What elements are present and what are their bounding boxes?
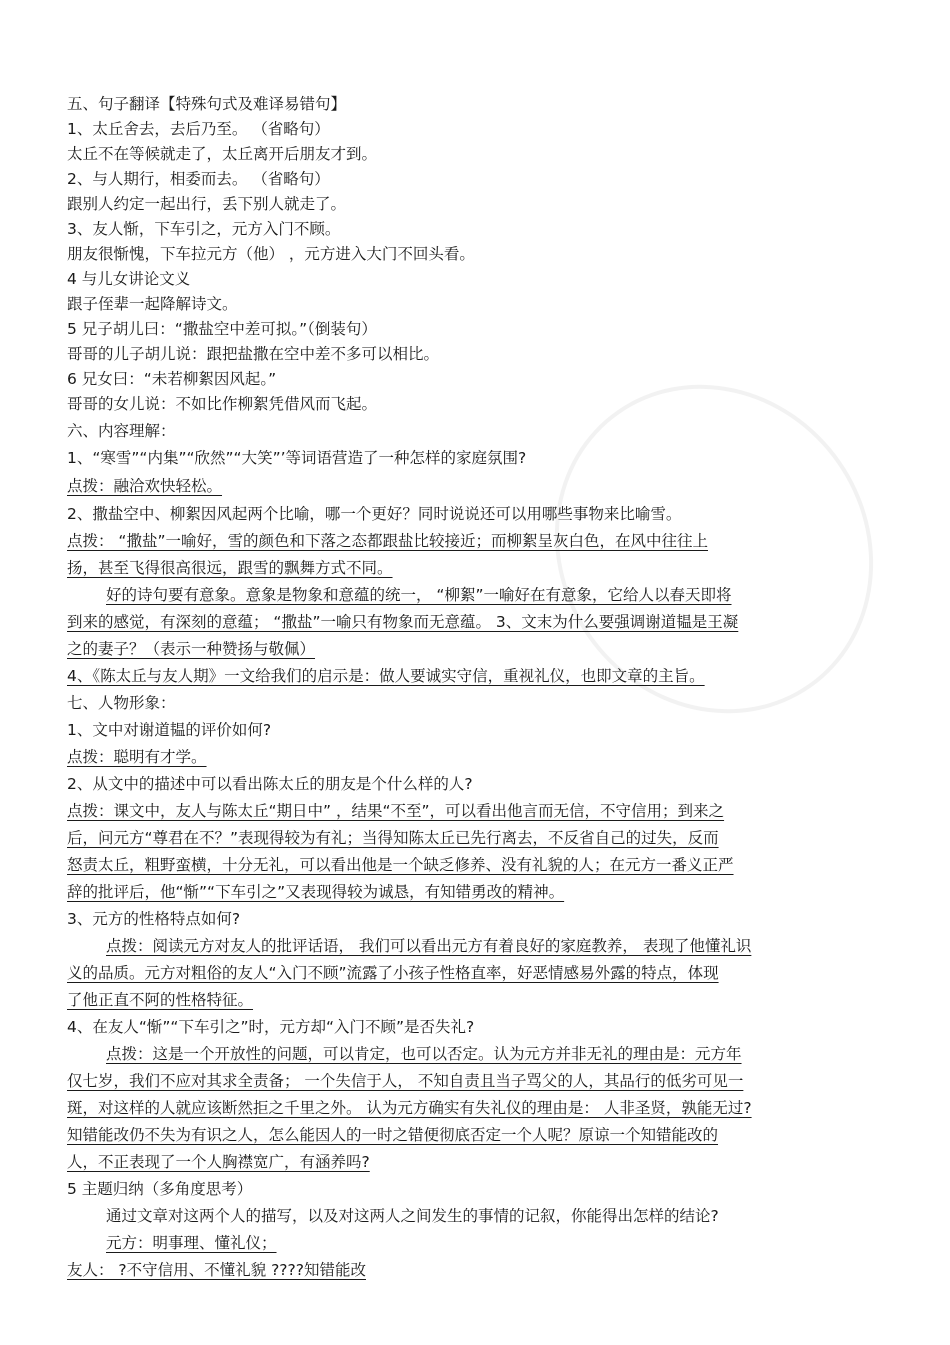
text-line: 2、撒盐空中、柳絮因风起两个比喻，哪一个更好？同时说说还可以用哪些事物来比喻雪。: [67, 505, 682, 523]
answer-line: 点拨： “撒盐”一喻好，雪的颜色和下落之态都跟盐比较接近；而柳絮呈灰白色，在风中往往上: [67, 532, 708, 550]
answer-line: 知错能改仍不失为有识之人，怎么能因人的一时之错便彻底否定一个人呢？原谅一个知错能改的: [67, 1126, 719, 1144]
answer-line: 点拨：阅读元方对友人的批评话语， 我们可以看出元方有着良好的家庭教养， 表现了他懂礼识: [106, 937, 752, 955]
text-line: 太丘不在等候就走了，太丘离开后朋友才到。: [67, 145, 378, 163]
answer-line: 元方：明事理、懂礼仪；: [106, 1234, 277, 1252]
text-line: 跟别人约定一起出行，丢下别人就走了。: [67, 195, 347, 213]
answer-line: 后，问元方“尊君在不？”表现得较为有礼；当得知陈太丘已先行离去，不反省自己的过失，反而: [67, 829, 719, 847]
answer-line: 点拨：聪明有才学。: [67, 748, 207, 766]
text-line: 3、元方的性格特点如何?: [67, 910, 241, 928]
text-line: 哥哥的儿子胡儿说：跟把盐撒在空中差不多可以相比。: [67, 345, 440, 363]
answer-line: 4、《陈太丘与友人期》一文给我们的启示是：做人要诚实守信，重视礼仪，也即文章的主旨。: [67, 667, 705, 685]
text-line: 跟子侄辈一起降解诗文。: [67, 295, 238, 313]
answer-line: 斑，对这样的人就应该断然拒之千里之外。 认为元方确实有失礼仪的理由是： 人非圣贤，孰能无过?: [67, 1099, 752, 1117]
answer-line: 仅七岁，我们不应对其求全责备； 一个失信于人， 不知自责且当子骂父的人，其品行的低劣可见一: [67, 1072, 744, 1090]
answer-line: 义的品质。元方对粗俗的友人“入门不顾”流露了小孩子性格直率，好恶情感易外露的特点，体现: [67, 964, 719, 982]
text-line: 1、太丘舍去，去后乃至。 （省略句）: [67, 120, 330, 138]
answer-line: 好的诗句要有意象。意象是物象和意蕴的统一， “柳絮”一喻好在有意象，它给人以春天即将: [106, 586, 732, 604]
text-line: 3、友人惭，下车引之，元方入门不顾。: [67, 220, 341, 238]
text-line: 4 与儿女讲论文义: [67, 270, 191, 288]
section-heading-characters: 七、人物形象：: [67, 694, 176, 712]
answer-line: 点拨：这是一个开放性的问题，可以肯定，也可以否定。认为元方并非无礼的理由是：元方年: [106, 1045, 742, 1063]
text-line: 6 兄女曰：“未若柳絮因风起。”: [67, 370, 277, 388]
answer-line: 之的妻子？（表示一种赞扬与敬佩）: [67, 640, 316, 658]
answer-line: 友人： ?不守信用、不懂礼貌 ????知错能改: [67, 1261, 366, 1279]
answer-line: 怒责太丘，粗野蛮横，十分无礼，可以看出他是一个缺乏修养、没有礼貌的人；在元方一番义正严: [67, 856, 734, 874]
answer-line: 点拨：课文中，友人与陈太丘“期日中” ，结果“不至”，可以看出他言而无信，不守信用；到来之: [67, 802, 725, 820]
text-line: 5 主题归纳（多角度思考）: [67, 1180, 253, 1198]
text-line: 2、与人期行，相委而去。 （省略句）: [67, 170, 330, 188]
answer-line: 了他正直不阿的性格特征。: [67, 991, 254, 1009]
answer-line: 点拨：融洽欢快轻松。: [67, 477, 223, 495]
text-line: 朋友很惭愧，下车拉元方（他） ，元方进入大门不回头看。: [67, 245, 475, 263]
section-heading-translation: 五、句子翻译【特殊句式及难译易错句】: [67, 95, 347, 113]
answer-line: 辞的批评后，他“惭”“下车引之”又表现得较为诚恳，有知错勇改的精神。: [67, 883, 565, 901]
text-line: 哥哥的女儿说：不如比作柳絮凭借风而飞起。: [67, 395, 378, 413]
answer-line: 人，不正表现了一个人胸襟宽广，有涵养吗?: [67, 1153, 370, 1171]
text-line: 5 兄子胡儿曰：“撒盐空中差可拟。”（倒装句）: [67, 320, 377, 338]
section-heading-comprehension: 六、内容理解：: [67, 422, 176, 440]
text-line: 通过文章对这两个人的描写，以及对这两人之间发生的事情的记叙，你能得出怎样的结论?: [106, 1207, 719, 1225]
text-line: 1、文中对谢道韫的评价如何?: [67, 721, 272, 739]
text-line: 2、从文中的描述中可以看出陈太丘的朋友是个什么样的人?: [67, 775, 473, 793]
answer-line: 扬，甚至飞得很高很远，跟雪的飘舞方式不同。: [67, 559, 393, 577]
answer-line: 到来的感觉，有深刻的意蕴； “撒盐”一喻只有物象而无意蕴。 3、文末为什么要强调谢道韫是王凝: [67, 613, 739, 631]
text-line: 4、在友人“惭”“下车引之”时，元方却“入门不顾”是否失礼?: [67, 1018, 475, 1036]
text-line: 1、“寒雪”“内集”“欣然”“大笑”’等词语营造了一种怎样的家庭氛围?: [67, 449, 527, 467]
